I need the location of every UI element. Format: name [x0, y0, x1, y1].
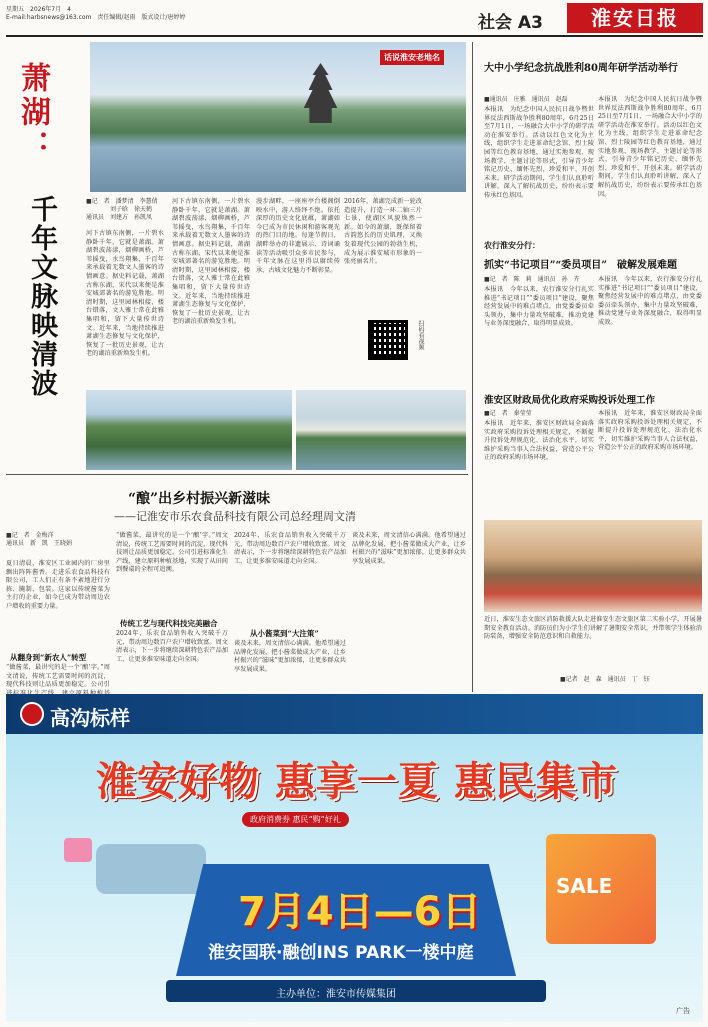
photo-credit: ■记者 赵 森 通讯员 丁 钰	[560, 676, 650, 683]
ad-headline: 淮安好物 惠享一夏 惠民集市	[96, 759, 618, 805]
byline-line: 通讯员 新 凯 王晓娟	[6, 540, 73, 547]
story2-kicker: 农行淮安分行：	[484, 240, 540, 250]
masthead: 淮安日报	[567, 3, 703, 33]
interview-col-3b: 谈及未来，周文清信心满满。他希望通过品牌化发展，把小酱菜做成大产业，让乡村振兴的“滋味”更加浓郁，让更多群众共享发展成果。	[234, 640, 346, 673]
interview-title: “酿”出乡村振兴新滋味	[128, 491, 271, 507]
ad-label: 广告	[676, 1007, 690, 1015]
sofa-illustration	[96, 844, 206, 894]
feature-col-3: 2016年，萧湖完成新一轮改造提升，打造一环二轴三片七景，使湖区风貌焕然一新。如今的萧湖，既保留着古韵悠长的历史肌理，又焕发着现代公园的勃勃生机，成为展示淮安城市形象的一张亮丽名片。	[344, 198, 422, 266]
feature-byline	[86, 198, 166, 222]
fire-safety-photo	[484, 520, 702, 612]
interview-col-1: 夏日清晨，淮安区工业园内的厂房里飘出阵阵酱香。走进乐农食品科技有限公司，工人们正有条不紊地进行分拣、腌制、包装。这家以传统酱菜为主打的企业，如今已成为带动周边农户增收的重要力量。	[6, 560, 110, 610]
brand-logo-icon	[20, 702, 44, 726]
interview-section-3: 从小酱菜到“大注策”	[250, 629, 319, 638]
story1-byline: ■通讯员 庄雅 通讯员 赵磊	[484, 96, 568, 103]
interview-section-1: 从翻身到“新农人”转型	[10, 653, 87, 662]
interview-col-2: “做酱菜，最讲究的是一个‘酿’字。”周文清说，传统工艺需要时间的沉淀，现代科技则让品质更加稳定。公司引进标准化生产线，建立原料种植基地，实现了从田间到餐桌的全程可追溯。	[116, 532, 228, 574]
story1-title: 大中小学纪念抗战胜利80周年研学活动举行	[484, 63, 678, 74]
section-label: 社会 A3	[478, 13, 543, 33]
interview-col-2b: 2024年，乐农食品销售收入突破千万元，带动周边数百户农户增收致富。周文清表示，下一步将继续深耕特色农产品加工，让更多淮安味道走向全国。	[116, 630, 228, 663]
ad-brand: 高沟标样	[50, 706, 130, 730]
photo-caption: 近日，淮安生态文旅区消防救援大队走进淮安生态文旅区第二实验小学，开展暑期安全教育活动。消防员们为小学生们讲解了暑期安全常识，并带领学生体验消防装备，增强安全防范意识和自救能力。	[484, 616, 702, 641]
byline-line: ■记 者 潘梦清 李慧倩	[86, 198, 158, 205]
byline-line: ■记 者 金梅洋	[6, 532, 54, 539]
interview-col-1b: “做酱菜，最讲究的是一个‘酿’字。”周文清说，传统工艺需要时间的沉淀，现代科技则让品质更加稳定。公司引	[6, 664, 110, 689]
feature-title-red: 萧湖：	[15, 62, 50, 164]
park-photo	[86, 390, 292, 470]
page-line: 星期五 2026年7月 4	[6, 6, 71, 13]
ad-organizer: 主办单位：淮安市传媒集团	[276, 989, 396, 1000]
feature-col-1: 河下古镇东南侧，一片碧水静卧千年，它就是萧湖。萧湖碧波荡漾，烟柳画桥，芦苇摇曳，水鸟翔集，千百年来承载着无数文人墨客的诗情画意。据史料记载，萧湖古称东湖，宋代以来便是淮安城郊著名的游览胜地。明清时期，这里园林相接，楼台错落，文人雅士常在此雅集唱和，留下大量传世诗文。近年来，当地持续推进萧湖生态修复与文化保护，恢复了一批历史景观，让古老的湖泊重新焕发生机。	[86, 230, 164, 358]
gift-box-icon	[64, 838, 92, 862]
story1-col-2: 本报讯 为纪念中国人民抗日战争暨世界反法西斯战争胜利80周年，6月25日至7月1日，一场融合大中小学的研学活动在淮安举行。活动以红色文化为主线，组织学生走进革命纪念馆、烈士陵园等红色教育基地，通过实地参观、现场教学、主题讨论等形式，引导青少年铭记历史、缅怀先烈、珍爱和平、开创未来。研学活动期间，学生们认真聆听讲解，深入了解抗战历史，纷纷表示要传承红色基因。	[598, 96, 702, 198]
interview-col-3: 2024年，乐农食品销售收入突破千万元，带动周边数百户农户增收致富。周文清表示，下一步将继续深耕特色农产品加工，让更多淮安味道走向全国。	[234, 532, 346, 565]
story3-byline: ■记 者 秦莹莹	[484, 410, 532, 417]
story1-col-1: 本报讯 为纪念中国人民抗日战争暨世界反法西斯战争胜利80周年，6月25日至7月1日，一场融合大中小学的研学活动在淮安举行。活动以红色文化为主线，组织学生走进革命纪念馆、烈士陵园等红色教育基地，通过实地参观、现场教学、主题讨论等形式，引导青少年铭记历史、缅怀先烈、珍爱和平、开创未来。研学活动期间，学生们认真聆听讲解，深入了解抗战历史，纷纷表示要传承红色基因。	[484, 106, 594, 199]
qr-code[interactable]	[368, 320, 408, 360]
interview-section-2: 传统工艺与现代科技完美融合	[120, 619, 218, 628]
byline-line: 刘子晗 徐天鹤	[86, 206, 153, 213]
story3-col-1: 本报讯 近年来，淮安区财政局全面落实政府采购投诉处理相关规定，不断提升投诉处理规范化、法治化水平，切实维护采购当事人合法权益，营造公平公正的政府采购市场环境。	[484, 420, 594, 462]
feature-col-2: 漫步湖畔，一座座亭台楼阁倒映水中，游人络绎不绝。依托深厚的历史文化底蕴，萧湖如今已成为市民休闲和游客观光的热门目的地。每逢节假日，湖畔举办的非遗展示、诗词诵读等活动吸引众多市民参与，千年文脉在这里得以赓续传承，古城文化魅力不断彰显。	[256, 198, 340, 274]
qr-label: 扫码看视频	[417, 320, 424, 350]
ad-venue: 淮安国联·融创INS PARK一楼中庭	[208, 943, 474, 963]
story2-byline: ■记 者 陈 莉 通讯员 孙 卉	[484, 276, 580, 283]
column-badge: 话说淮安老地名	[380, 50, 444, 65]
advertisement	[6, 694, 703, 1022]
header-rule	[6, 35, 703, 37]
interview-subtitle: ——记淮安市乐农食品科技有限公司总经理周文清	[114, 510, 356, 523]
story3-col-2: 本报讯 近年来，淮安区财政局全面落实政府采购投诉处理相关规定，不断提升投诉处理规范化、法治化水平，切实维护采购当事人合法权益，营造公平公正的政府采购市场环境。	[598, 410, 702, 452]
story2-col-1: 本报讯 今年以来，农行淮安分行扎实推进“书记项目”“委员项目”建设，聚焦经营发展中的难点堵点，由党委委员牵头领办，集中力量攻坚破难，推动党建与业务深度融合，取得明显成效。	[484, 286, 594, 328]
pavilion-photo	[296, 390, 466, 470]
feature-title-black: 千年文脉映清波	[26, 195, 57, 398]
interview-col-4: 谈及未来，周文清信心满满。他希望通过品牌化发展，把小酱菜做成大产业，让乡村振兴的“滋味”更加浓郁，让更多群众共享发展成果。	[352, 532, 466, 565]
page-info	[6, 6, 185, 22]
feature-col-1b: 河下古镇东南侧，一片碧水静卧千年，它就是萧湖。萧湖碧波荡漾，烟柳画桥，芦苇摇曳，水鸟翔集，千百年来承载着无数文人墨客的诗情画意。据史料记载，萧湖古称东湖，宋代以来便是淮安城郊著名的游览胜地。明清时期，这里园林相接，楼台错落，文人雅士常在此雅集唱和，留下大量传世诗文。近年来，当地持续推进萧湖生态修复与文化保护，恢复了一批历史景观，让古老的湖泊重新焕发生机。	[172, 198, 250, 326]
story3-title: 淮安区财政局优化政府采购投诉处理工作	[484, 395, 656, 406]
story2-title: 抓实“书记项目”“委员项目” 破解发展难题	[484, 260, 678, 271]
sale-text: SALE	[556, 874, 613, 898]
story2-col-2: 本报讯 今年以来，农行淮安分行扎实推进“书记项目”“委员项目”建设，聚焦经营发展中的难点堵点，由党委委员牵头领办，集中力量攻坚破难，推动党建与业务深度融合，取得明显成效。	[598, 276, 702, 326]
column-rule	[472, 42, 473, 692]
pagoda-shape	[301, 63, 341, 123]
contact-line: E-mail:harbsnews@163.com 责任编辑/赵雨 版式设计/唐婷婷	[6, 14, 186, 21]
ad-banner-small: 政府消费券 惠民“购”好礼	[242, 812, 349, 827]
section-divider	[6, 474, 468, 475]
byline-line: 通讯员 刘建方 孙凯凤	[86, 214, 153, 221]
interview-byline	[6, 532, 106, 548]
ad-date: 7月4日—6日	[238, 889, 482, 935]
